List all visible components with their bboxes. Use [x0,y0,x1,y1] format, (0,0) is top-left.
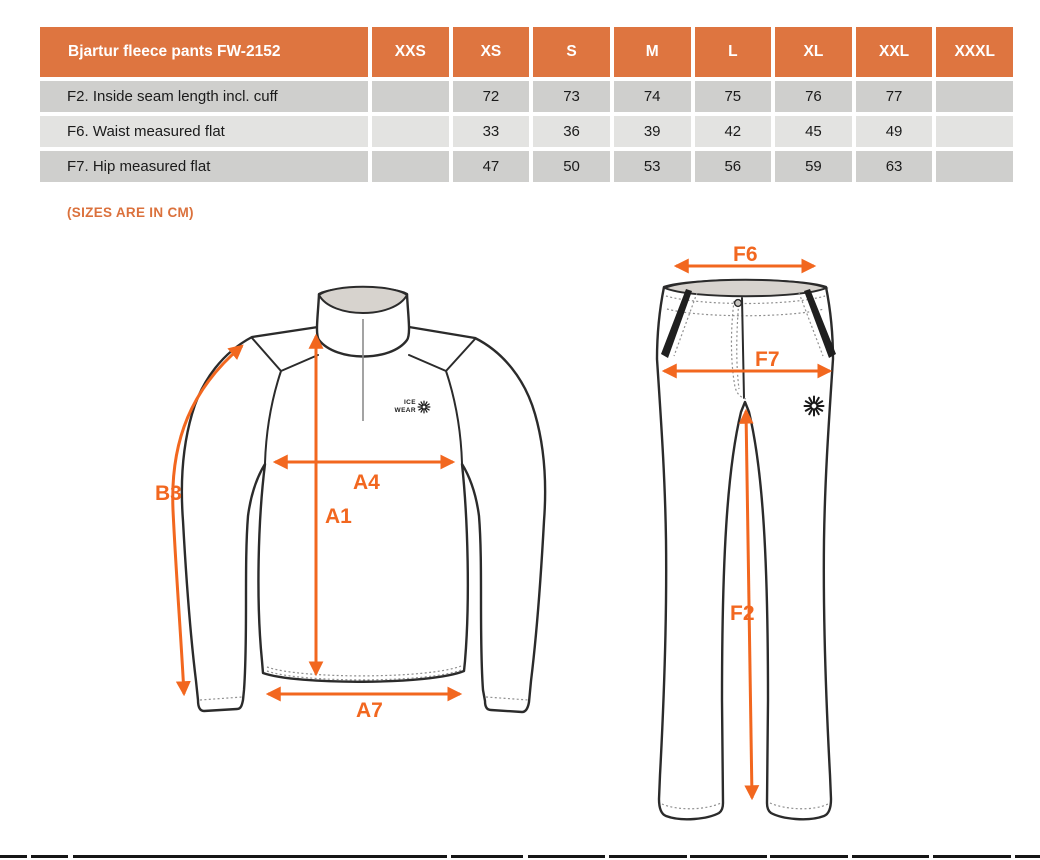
units-note: (SIZES ARE IN CM) [67,205,194,220]
size-column-header-xxs: XXS [372,27,449,77]
measurement-value: 75 [695,81,772,112]
cutoff-border-segment [73,855,447,858]
measurement-value: 47 [453,151,530,182]
pants-diagram [620,240,920,840]
measurement-value: 76 [775,81,852,112]
measurement-value: 49 [856,116,933,147]
cutoff-border-segment [31,855,68,858]
cutoff-border-segment [451,855,523,858]
cutoff-border-segment [933,855,1011,858]
cutoff-border-segment [770,855,848,858]
measurement-row-label: F7. Hip measured flat [40,151,368,182]
measurement-value [372,81,449,112]
cutoff-border-segment [609,855,687,858]
f7-label: F7 [755,348,780,371]
measurement-value [936,81,1013,112]
measurement-value: 72 [453,81,530,112]
measurement-value: 42 [695,116,772,147]
f6-label: F6 [733,243,758,266]
measurement-value: 33 [453,116,530,147]
size-column-header-m: M [614,27,691,77]
measurement-value: 63 [856,151,933,182]
f2-label: F2 [730,602,755,625]
cutoff-border-segment [528,855,605,858]
measurement-value [936,116,1013,147]
pants-outline [657,280,833,819]
cutoff-border-segment [1015,855,1040,858]
table-product-header: Bjartur fleece pants FW-2152 [40,27,368,77]
size-column-header-xl: XL [775,27,852,77]
b3-label: B3 [155,482,182,505]
size-chart-table [40,27,1013,182]
cutoff-border-segment [852,855,929,858]
cutoff-border-segment [0,855,27,858]
size-column-header-xxl: XXL [856,27,933,77]
measurement-value: 74 [614,81,691,112]
size-column-header-l: L [695,27,772,77]
size-column-header-xxxl: XXXL [936,27,1013,77]
size-column-header-s: S [533,27,610,77]
cutoff-border-segment [690,855,767,858]
measurement-value: 73 [533,81,610,112]
measurement-value: 77 [856,81,933,112]
measurement-value: 45 [775,116,852,147]
f2-arrow [730,411,755,798]
waist-button [735,300,742,307]
size-column-header-xs: XS [453,27,530,77]
f6-arrow [676,243,814,266]
measurement-value: 56 [695,151,772,182]
measurement-value: 53 [614,151,691,182]
measurement-value: 36 [533,116,610,147]
measurement-value: 39 [614,116,691,147]
measurement-value: 59 [775,151,852,182]
fleece-top-diagram [140,260,580,740]
logo-text-line1: ICE [403,399,416,406]
a1-label: A1 [325,505,352,528]
measurement-value [372,151,449,182]
logo-text-line2: WEAR [394,407,416,414]
measurement-row-label: F2. Inside seam length incl. cuff [40,81,368,112]
a4-label: A4 [353,471,380,494]
a7-arrow [268,694,460,722]
measurement-row-label: F6. Waist measured flat [40,116,368,147]
measurement-value [936,151,1013,182]
measurement-value: 50 [533,151,610,182]
a7-label: A7 [356,699,383,722]
measurement-value [372,116,449,147]
